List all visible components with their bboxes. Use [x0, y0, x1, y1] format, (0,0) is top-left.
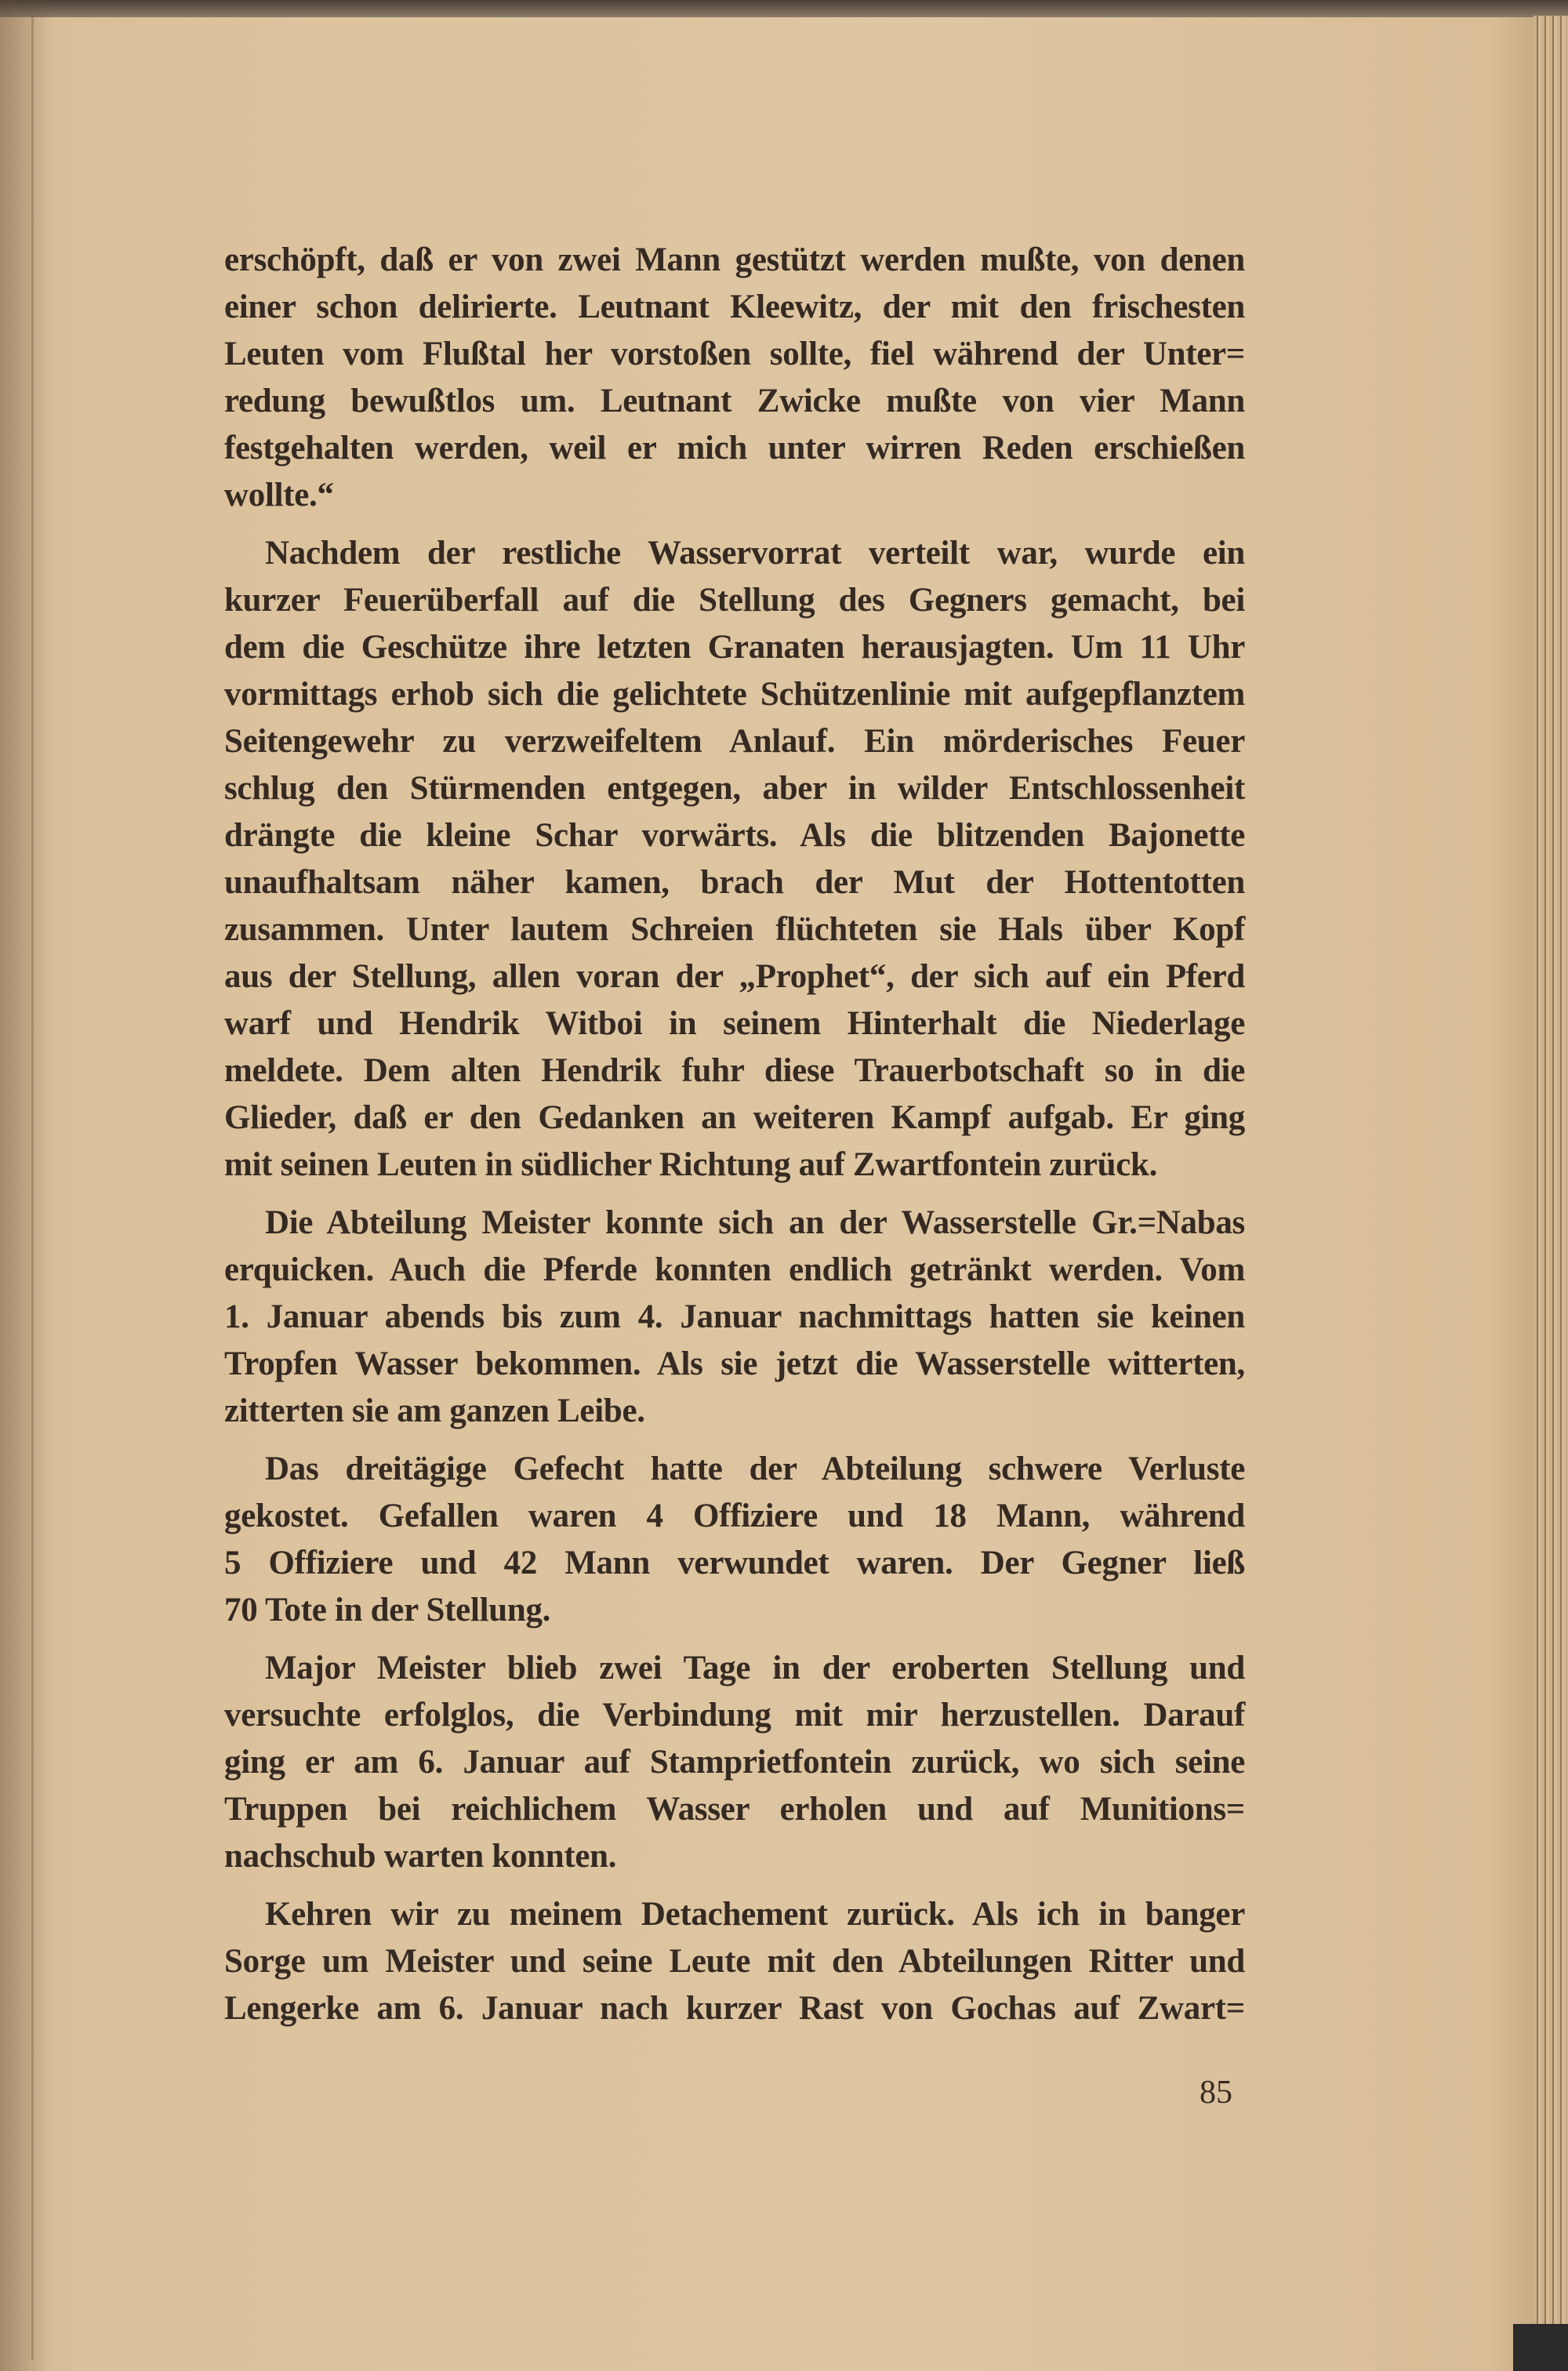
text-line: mit seinen Leuten in südlicher Richtung auf Zwartfontein zurück. — [224, 1146, 1158, 1183]
text-line: vormittags erhob sich die gelichtete Schützenlinie mit aufgepflanztem — [224, 676, 1245, 713]
text-line: ging er am 6. Januar auf Stamprietfontein zurück, wo sich seine — [224, 1744, 1245, 1781]
text-line: Sorge um Meister und seine Leute mit den Abteilungen Ritter und — [224, 1943, 1245, 1980]
text-line: erschöpft, daß er von zwei Mann gestützt werden mußte, von denen — [224, 241, 1245, 278]
text-line: Major Meister blieb zwei Tage in der eroberten Stellung und — [265, 1650, 1245, 1687]
text-line: 70 Tote in der Stellung. — [224, 1592, 551, 1628]
text-line: warf und Hendrik Witboi in seinem Hinterhalt die Niederlage — [224, 1005, 1245, 1042]
text-line: schlug den Stürmenden entgegen, aber in wilder Entschlossenheit — [224, 770, 1245, 807]
text-line: redung bewußtlos um. Leutnant Zwicke mußte von vier Mann — [224, 383, 1245, 419]
paragraph — [224, 1645, 1245, 1880]
text-line: drängte die kleine Schar vorwärts. Als die blitzenden Bajonette — [224, 817, 1245, 854]
text-line: Nachdem der restliche Wasservorrat verteilt war, wurde ein — [265, 535, 1245, 572]
scan-top-edge — [0, 0, 1568, 17]
text-line: erquicken. Auch die Pferde konnten endlich getränkt werden. Vom — [224, 1251, 1245, 1288]
text-line: wollte.“ — [224, 477, 334, 514]
text-line: Kehren wir zu meinem Detachement zurück. Als ich in banger — [265, 1896, 1245, 1933]
text-line: Tropfen Wasser bekommen. Als sie jetzt die Wasserstelle witterten, — [224, 1345, 1245, 1382]
paragraph — [224, 1446, 1245, 1634]
text-line: versuchte erfolglos, die Verbindung mit mir herzustellen. Darauf — [224, 1697, 1245, 1734]
text-line: Truppen bei reichlichem Wasser erholen und auf Munitions= — [224, 1791, 1245, 1828]
text-line: 5 Offiziere und 42 Mann verwundet waren. Der Gegner ließ — [224, 1545, 1245, 1581]
page-number: 85 — [1200, 2075, 1232, 2111]
text-line: zitterten sie am ganzen Leibe. — [224, 1392, 645, 1429]
text-line: einer schon delirierte. Leutnant Kleewitz, der mit den frischesten — [224, 289, 1245, 325]
text-line: Das dreitägige Gefecht hatte der Abteilung schwere Verluste — [265, 1451, 1245, 1487]
paragraph — [224, 237, 1245, 519]
paragraph — [224, 1200, 1245, 1435]
text-line: aus der Stellung, allen voran der „Prophet“, der sich auf ein Pferd — [224, 958, 1245, 995]
book-gutter-shadow — [0, 0, 55, 2371]
text-line: gekostet. Gefallen waren 4 Offiziere und 18 Mann, während — [224, 1498, 1245, 1534]
text-line: Glieder, daß er den Gedanken an weiteren Kampf aufgab. Er ging — [224, 1099, 1245, 1136]
text-line: Leuten vom Flußtal her vorstoßen sollte, fiel während der Unter= — [224, 336, 1245, 372]
text-line: festgehalten werden, weil er mich unter wirren Reden erschießen — [224, 430, 1245, 467]
text-line: nachschub warten konnten. — [224, 1838, 617, 1875]
paragraph — [224, 530, 1245, 1189]
text-line: Die Abteilung Meister konnte sich an der Wasserstelle Gr.=Nabas — [265, 1204, 1245, 1241]
text-line: 1. Januar abends bis zum 4. Januar nachmittags hatten sie keinen — [224, 1298, 1245, 1335]
page-stack-edges — [1534, 16, 1568, 2371]
book-gutter-line — [31, 16, 34, 2360]
text-line: Seitengewehr zu verzweifeltem Anlauf. Ein mörderisches Feuer — [224, 723, 1245, 760]
scan-corner — [1513, 2324, 1568, 2371]
text-line: kurzer Feuerüberfall auf die Stellung des Gegners gemacht, bei — [224, 582, 1245, 619]
text-line: dem die Geschütze ihre letzten Granaten herausjagten. Um 11 Uhr — [224, 629, 1245, 666]
paragraph — [224, 1891, 1245, 2032]
page-body-text — [224, 237, 1245, 2032]
text-line: meldete. Dem alten Hendrik fuhr diese Trauerbotschaft so in die — [224, 1052, 1245, 1089]
text-line: unaufhaltsam näher kamen, brach der Mut der Hottentotten — [224, 864, 1245, 901]
text-line: zusammen. Unter lautem Schreien flüchteten sie Hals über Kopf — [224, 911, 1245, 948]
text-line: Lengerke am 6. Januar nach kurzer Rast von Gochas auf Zwart= — [224, 1990, 1245, 2027]
